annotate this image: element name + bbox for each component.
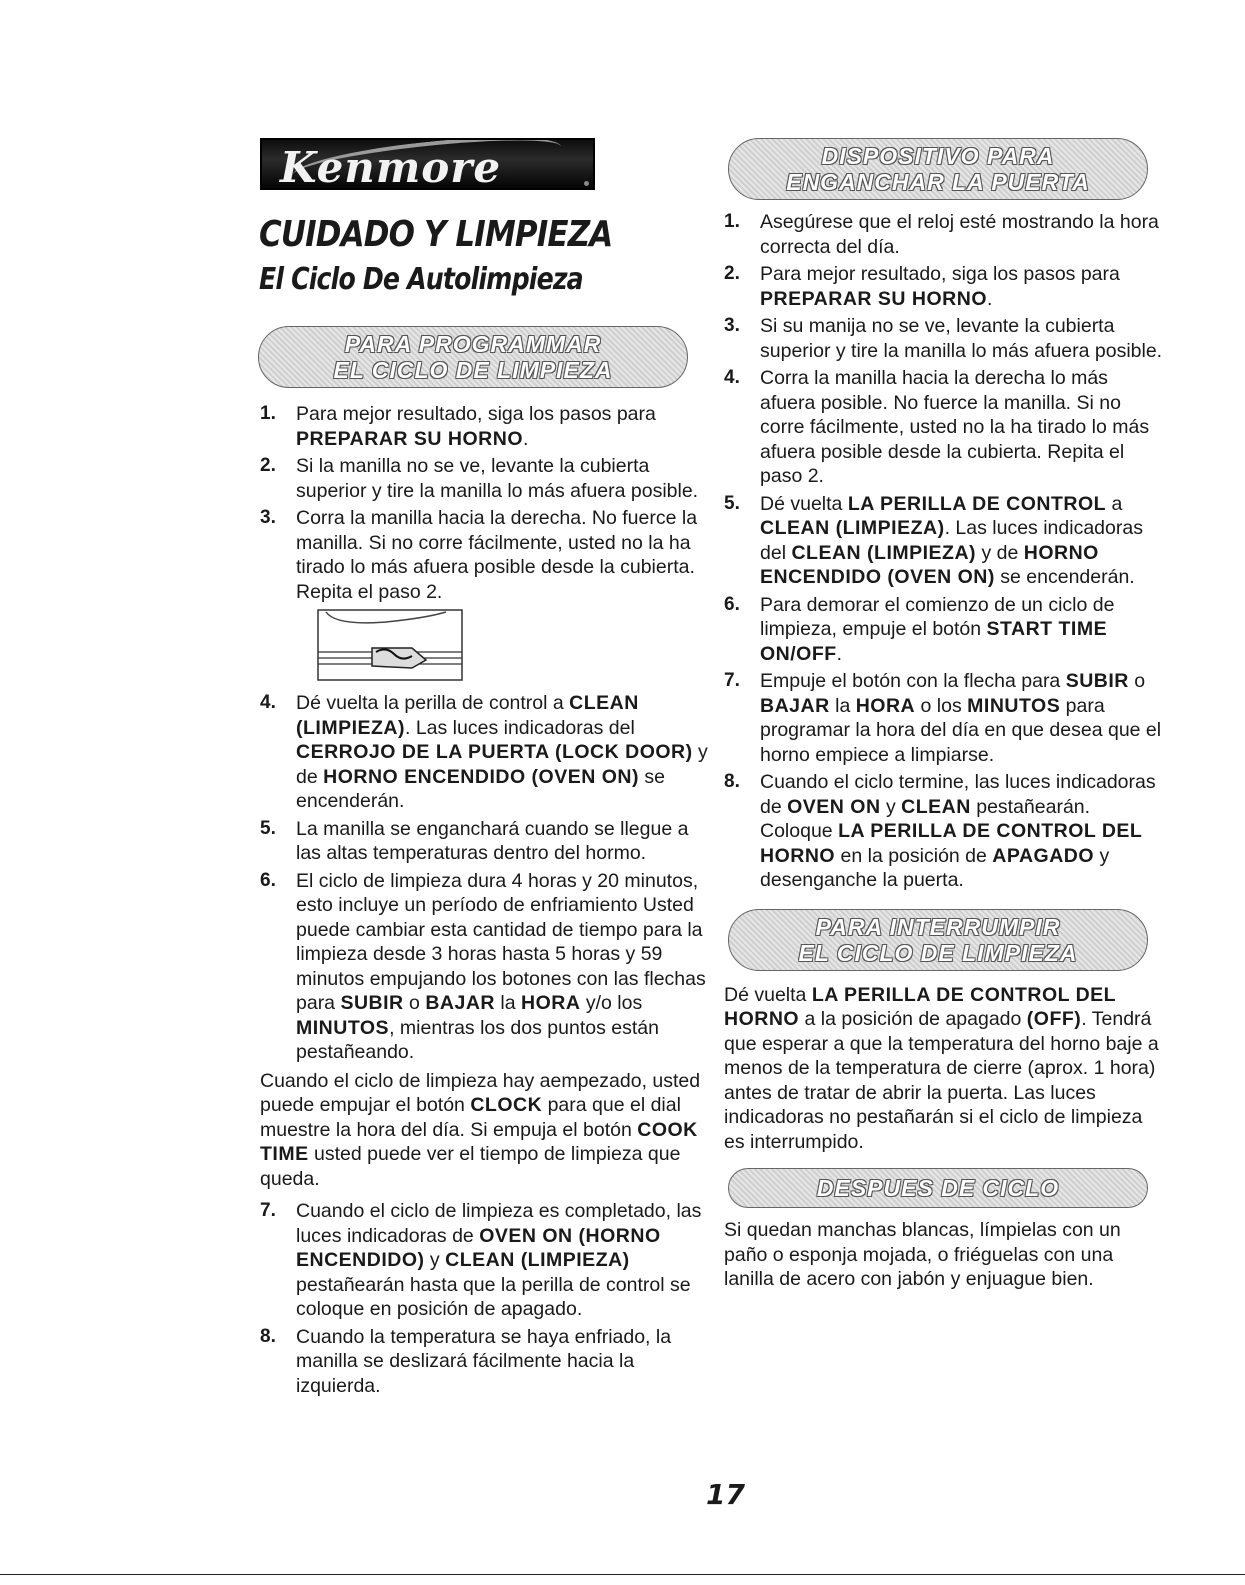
list-item xyxy=(246,402,715,451)
step-number: 8. xyxy=(724,771,740,792)
step-text: . xyxy=(523,427,529,450)
step-number: 4. xyxy=(724,367,740,388)
page-number: 17 xyxy=(706,1478,745,1511)
step-emphasis: PREPARAR SU HORNO xyxy=(760,287,987,310)
step-number: 7. xyxy=(724,670,740,691)
step-number: 8. xyxy=(260,1325,276,1347)
step-text: . Las luces indicadoras del xyxy=(760,517,1143,564)
list-item xyxy=(710,770,1164,893)
step-text: pestañearán. Coloque xyxy=(760,795,1091,842)
banner-line: ENGANCHAR LA PUERTA xyxy=(786,169,1090,195)
step-emphasis: OVEN ON (HORNO ENCENDIDO) xyxy=(296,1224,661,1271)
step-text: y de xyxy=(296,741,708,788)
step-emphasis: LA PERILLA DE CONTROL xyxy=(847,492,1107,515)
step-emphasis: START TIME ON/OFF xyxy=(760,618,1108,665)
step-text: o xyxy=(1128,670,1146,692)
section-banner-latch xyxy=(728,138,1148,200)
step-text: Corra la manilla hacia la derecha lo más afuera posible. No fuerce la manilla. Si no corre fácilmente, usted no la ha tirado lo más afuera posible desde la cubierta. Repita el paso 2. xyxy=(760,367,1150,487)
step-text: . Las luces indicadoras del xyxy=(404,716,635,739)
step-text: Cuando el ciclo de limpieza es completado, las luces indicadoras de xyxy=(296,1200,702,1247)
step-emphasis: HORNO ENCENDIDO (OVEN ON) xyxy=(323,765,639,788)
door-latch-illustration xyxy=(316,608,464,682)
step-text: o xyxy=(403,992,426,1014)
step-text: Para demorar el comienzo de un ciclo de limpieza, empuje el botón xyxy=(760,593,1115,640)
step-text: Empuje el botón con la flecha para xyxy=(760,670,1066,692)
para-text: Si quedan manchas blancas, límpielas con un paño o esponja mojada, o friéguelas con una lanilla de acero con jabón y enjuague bien. xyxy=(724,1219,1121,1290)
step-emphasis: CLEAN (LIMPIEZA) xyxy=(296,692,639,739)
step-emphasis: BAJAR xyxy=(760,694,830,717)
para-text: para que el dial muestre la hora del día. Si empuja el botón xyxy=(260,1094,681,1141)
step-number: 1. xyxy=(260,403,276,424)
clock-paragraph xyxy=(260,1069,715,1192)
after-cycle-paragraph xyxy=(724,1218,1164,1292)
bottom-rule xyxy=(0,1574,1245,1575)
step-text: Si la manilla no se ve, levante la cubierta superior y tire la manilla lo más afuera posible. xyxy=(296,455,699,502)
step-emphasis: CLEAN (LIMPIEZA) xyxy=(760,517,945,539)
step-text: la xyxy=(829,694,856,717)
step-text: se encenderán. xyxy=(296,765,665,812)
para-emphasis: COOK TIME xyxy=(260,1118,698,1165)
step-number: 2. xyxy=(724,263,740,284)
step-number: 6. xyxy=(260,869,276,891)
step-emphasis: PREPARAR SU HORNO xyxy=(296,427,523,450)
step-text: Para mejor resultado, siga los pasos para xyxy=(296,403,656,425)
para-emphasis: LA PERILLA DE CONTROL DEL HORNO xyxy=(724,983,1116,1030)
para-emphasis: CLOCK xyxy=(470,1094,543,1116)
section-banner-program xyxy=(258,326,688,388)
step-number: 5. xyxy=(260,817,276,839)
list-item xyxy=(710,492,1164,590)
step-emphasis: CLEAN (LIMPIEZA) xyxy=(445,1249,630,1271)
page-subtitle: El Ciclo De Autolimpieza xyxy=(259,262,583,297)
step-emphasis: SUBIR xyxy=(340,992,404,1014)
list-item xyxy=(246,454,715,503)
step-text: en la posición de xyxy=(835,844,993,867)
banner-line: EL CICLO DE LIMPIEZA xyxy=(333,357,613,383)
left-column xyxy=(260,138,715,1401)
step-text: para programar la hora del día en que desea que el horno empiece a limpiarse. xyxy=(760,694,1162,766)
step-text: y desenganche la puerta. xyxy=(760,844,1110,891)
logo-text: Kenmore xyxy=(280,143,502,190)
list-item xyxy=(246,1199,715,1322)
step-number: 3. xyxy=(260,507,276,528)
list-item xyxy=(246,691,715,814)
kenmore-logo xyxy=(260,138,595,190)
step-emphasis: CLEAN xyxy=(901,795,971,818)
step-number: 3. xyxy=(724,315,740,336)
step-text: Cuando la temperatura se haya enfriado, la manilla se deslizará fácilmente hacia la izquierda. xyxy=(296,1325,672,1397)
step-text: . xyxy=(987,287,993,310)
list-item xyxy=(710,593,1164,667)
banner-line: EL CICLO DE LIMPIEZA xyxy=(798,939,1078,966)
step-emphasis: APAGADO xyxy=(992,844,1095,867)
step-text: Asegúrese que el reloj esté mostrando la hora correcta del día. xyxy=(760,211,1159,258)
list-item xyxy=(710,262,1164,311)
step-emphasis: CLEAN (LIMPIEZA) xyxy=(791,541,977,564)
program-steps-list xyxy=(246,402,715,1065)
right-column xyxy=(724,138,1164,1300)
step-text: Corra la manilla hacia la derecha. No fuerce la manilla. Si no corre fácilmente, usted no la ha tirado lo más afuera posible desde la cubierta. Repita el paso 2. xyxy=(296,507,698,603)
list-item xyxy=(710,366,1164,489)
step-number: 5. xyxy=(724,492,740,514)
step-number: 7. xyxy=(260,1200,276,1221)
section-banner-after xyxy=(728,1168,1148,1208)
step-number: 6. xyxy=(724,593,740,615)
step-number: 2. xyxy=(260,455,276,476)
step-text: La manilla se enganchará cuando se llegue a las altas temperaturas dentro del hormo. xyxy=(296,817,689,864)
step-text: y xyxy=(424,1249,446,1271)
para-text: Dé vuelta xyxy=(724,983,812,1006)
para-text: usted puede ver el tiempo de limpieza que queda. xyxy=(260,1143,681,1190)
para-text: a la posición de apagado xyxy=(799,1008,1027,1030)
banner-line: PARA PROGRAMMAR xyxy=(344,331,602,357)
logo-mark-dot xyxy=(584,181,589,186)
para-emphasis: (OFF) xyxy=(1026,1008,1082,1030)
step-emphasis: BAJAR xyxy=(425,992,495,1014)
step-text: Dé vuelta la perilla de control a xyxy=(296,692,570,714)
step-emphasis: SUBIR xyxy=(1065,670,1129,692)
step-emphasis: HORNO ENCENDIDO (OVEN ON) xyxy=(760,541,1099,588)
step-text: Cuando el ciclo termine, las luces indicadoras de xyxy=(760,771,1156,818)
step-text: o los xyxy=(915,694,968,717)
step-text: Si su manija no se ve, levante la cubierta superior y tire la manilla lo más afuera posible. xyxy=(760,315,1163,362)
program-steps-list-continued xyxy=(246,1199,715,1398)
step-text: a xyxy=(1106,492,1123,515)
para-text: . Tendrá que esperar a que la temperatura del horno baje a menos de la temperatura de cierre (aprox. 1 hora) antes de tratar de abrir la puerta. Las luces indicadoras no pestañarán si el ciclo de limpieza es interrumpido. xyxy=(724,1008,1159,1153)
step-emphasis: MINUTOS xyxy=(296,1016,390,1039)
list-item xyxy=(246,869,715,1065)
step-text: la xyxy=(495,992,522,1014)
step-emphasis: HORA xyxy=(521,992,581,1014)
page-title: CUIDADO Y LIMPIEZA xyxy=(259,214,613,255)
list-item xyxy=(710,210,1164,259)
banner-line: DISPOSITIVO PARA xyxy=(821,143,1055,169)
section-banner-interrupt xyxy=(728,909,1148,971)
step-emphasis: CERROJO DE LA PUERTA (LOCK DOOR) xyxy=(296,741,693,763)
step-text: y/o los xyxy=(580,992,643,1014)
step-emphasis: MINUTOS xyxy=(967,694,1061,717)
list-item xyxy=(710,669,1164,767)
banner-line: PARA INTERRUMPIR xyxy=(815,913,1061,940)
list-item xyxy=(246,817,715,866)
list-item xyxy=(246,506,715,688)
step-emphasis: LA PERILLA DE CONTROL DEL HORNO xyxy=(760,820,1142,867)
step-text: . xyxy=(836,642,843,665)
step-text: Dé vuelta xyxy=(760,492,848,515)
step-text: , mientras los dos puntos están pestañeando. xyxy=(296,1016,659,1063)
step-emphasis: HORA xyxy=(855,694,916,717)
para-text: Cuando el ciclo de limpieza hay aempezado, usted puede empujar el botón xyxy=(260,1069,701,1116)
step-text: Para mejor resultado, siga los pasos para xyxy=(760,263,1120,285)
step-text: y xyxy=(880,795,902,818)
latch-steps-list xyxy=(710,210,1164,893)
step-emphasis: OVEN ON xyxy=(787,795,881,818)
step-number: 4. xyxy=(260,692,276,713)
list-item xyxy=(710,314,1164,363)
banner-line: DESPUES DE CICLO xyxy=(816,1175,1060,1201)
step-text: pestañearán hasta que la perilla de control se coloque en posición de apagado. xyxy=(296,1273,691,1320)
step-text: y de xyxy=(976,541,1024,564)
interrupt-paragraph xyxy=(724,983,1164,1155)
step-text: El ciclo de limpieza dura 4 horas y 20 minutos, esto incluye un período de enfriamiento Usted puede cambiar esta cantidad de tiempo para la limpieza desde 3 horas hasta 5 horas y 59 minutos empujando los botones con las flechas para xyxy=(296,869,706,1014)
step-number: 1. xyxy=(724,211,740,232)
step-text: se encenderán. xyxy=(994,566,1135,588)
list-item xyxy=(246,1325,715,1399)
